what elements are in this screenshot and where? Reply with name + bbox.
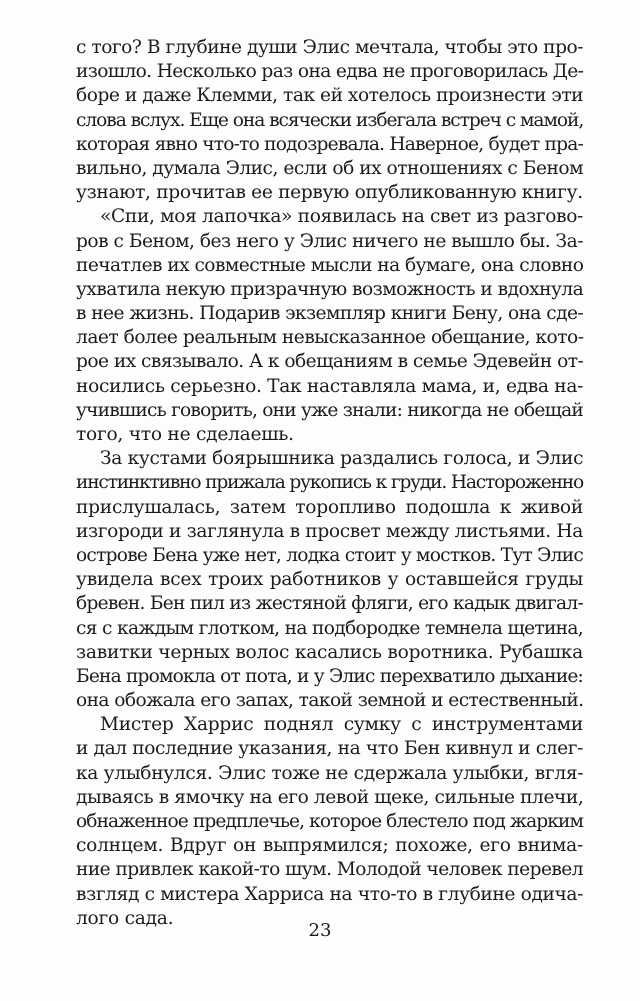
text-line: острове Бена уже нет, лодка стоит у мостков. Тут Элис	[76, 544, 583, 566]
text-line: боре и даже Клемми, так ей хотелось произнести эти	[76, 85, 584, 107]
text-line: лает более реальным невысказанное обещание, кото-	[76, 327, 584, 349]
body-text	[76, 36, 583, 931]
text-line: ухватила некую призрачную возможность и вдохнула	[76, 278, 584, 300]
text-line: ка улыбнулся. Элис тоже не сдержала улыбки, вгля-	[76, 762, 584, 784]
text-line: носились серьезно. Так наставляла мама, и, едва на-	[76, 375, 584, 397]
text-line: солнцем. Вдруг он выпрямился; похоже, его внима-	[76, 835, 583, 857]
text-line: За кустами боярышника раздались голоса, и Элис	[100, 448, 584, 470]
text-line: «Спи, моя лапочка» появилась на свет из разгово-	[100, 206, 583, 228]
page-number: 23	[308, 920, 332, 941]
text-line: рое их связывало. А к обещаниям в семье Эдевейн от-	[76, 351, 584, 373]
text-line: лого сада.	[76, 907, 174, 929]
text-line: взгляд с мистера Харриса на что-то в глубине одича-	[76, 883, 583, 905]
text-line: в нее жизнь. Подарив экземпляр книги Бену, она сде-	[76, 303, 584, 325]
text-line: увидела всех троих работников у оставшейся груды	[76, 569, 583, 591]
text-line: дываясь в ямочку на его левой щеке, сильные плечи,	[76, 786, 584, 808]
text-line: узнают, прочитав ее первую опубликованную книгу.	[76, 182, 583, 204]
paragraph	[76, 36, 583, 205]
text-line: и дал последние указания, на что Бен кивнул и слег-	[76, 738, 583, 760]
text-line: которая явно что-то подозревала. Наверное, будет пра-	[76, 133, 583, 155]
text-line: Бена промокла от пота, и у Элис перехватило дыхание:	[76, 665, 583, 687]
text-line: вильно, думала Элис, если об их отношениях с Беном	[76, 157, 584, 179]
text-line: печатлев их совместные мысли на бумаге, она словно	[76, 254, 584, 276]
text-line: изгороди и заглянула в просвет между листьями. На	[76, 520, 583, 542]
text-line: инстинктивно прижала рукопись к груди. Настороженно	[76, 472, 583, 494]
text-line: Мистер Харрис поднял сумку с инструментами	[100, 714, 583, 736]
text-line: ся с каждым глотком, на подбородке темнела щетина,	[76, 617, 583, 639]
text-line: того, что не сделаешь.	[76, 424, 294, 445]
text-line: ние привлек какой-то шум. Молодой человек перевел	[76, 859, 583, 881]
text-line: прислушалась, затем торопливо подошла к живой	[76, 496, 583, 518]
text-line: изошло. Несколько раз она едва не проговорилась Де-	[76, 61, 584, 83]
paragraph	[76, 713, 583, 931]
text-line: она обожала его запах, такой земной и естественный.	[76, 690, 584, 712]
text-line: слова вслух. Еще она всячески избегала встреч с мамой,	[76, 109, 584, 131]
paragraph	[76, 205, 583, 447]
text-line: с того? В глубине души Элис мечтала, чтобы это про-	[76, 37, 583, 58]
paragraph	[76, 447, 583, 713]
text-line: завитки черных волос касались воротника. Рубашка	[76, 641, 584, 663]
text-line: ров с Беном, без него у Элис ничего не вышло бы. За-	[76, 230, 583, 252]
text-line: бревен. Бен пил из жестяной фляги, его кадык двигал-	[76, 593, 583, 615]
text-line: обнаженное предплечье, которое блестело под жарким	[76, 811, 584, 832]
text-line: учившись говорить, они уже знали: никогда не обещай	[76, 399, 583, 421]
